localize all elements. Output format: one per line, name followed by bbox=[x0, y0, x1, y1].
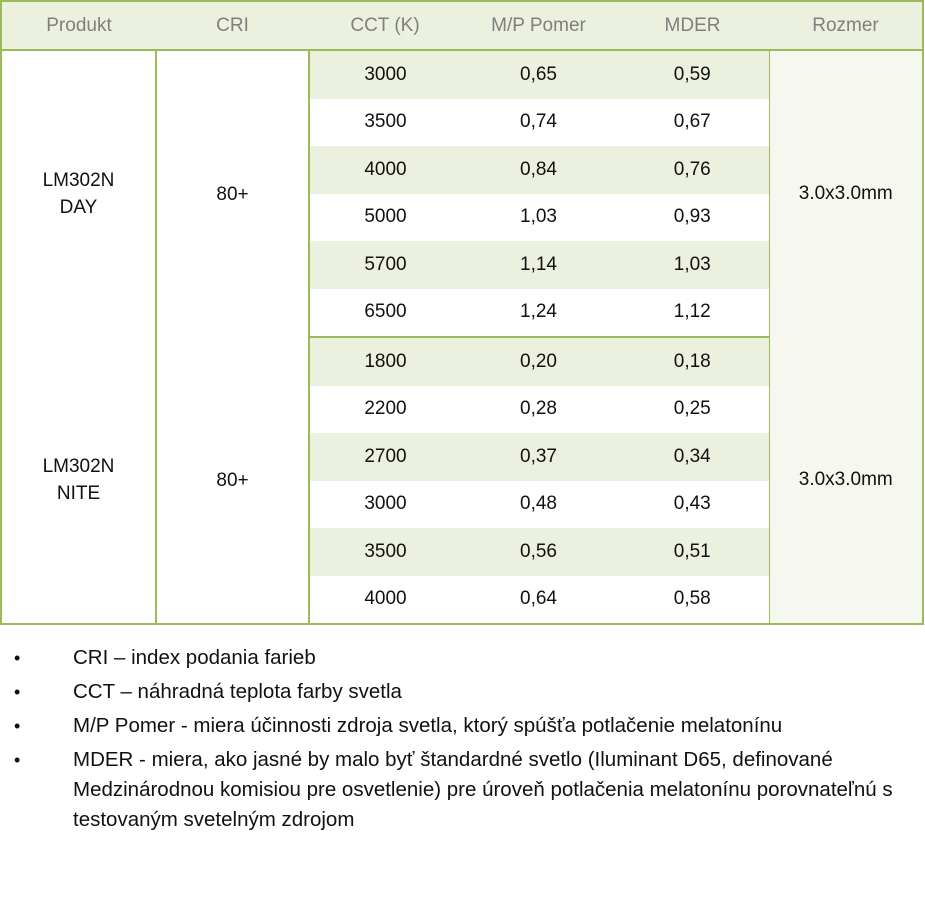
bullet-icon: • bbox=[14, 682, 21, 702]
bullet-icon: • bbox=[14, 750, 21, 770]
header-cri: CRI bbox=[156, 1, 309, 50]
bullet-icon: • bbox=[14, 648, 21, 668]
product-name: LM302N bbox=[42, 456, 115, 477]
product-cell bbox=[1, 50, 156, 337]
list-item bbox=[0, 745, 925, 835]
header-cct: CCT (K) bbox=[309, 1, 461, 50]
cct-cell: 3000 bbox=[309, 481, 461, 529]
mder-cell: 0,67 bbox=[616, 99, 769, 147]
cct-cell: 5700 bbox=[309, 241, 461, 289]
cct-cell: 3500 bbox=[309, 528, 461, 576]
mp-cell: 0,56 bbox=[461, 528, 616, 576]
header-mder: MDER bbox=[616, 1, 769, 50]
cct-cell: 6500 bbox=[309, 289, 461, 338]
mder-cell: 1,03 bbox=[616, 241, 769, 289]
table-row bbox=[1, 50, 923, 99]
mder-cell: 0,93 bbox=[616, 194, 769, 242]
size-cell: 3.0x3.0mm bbox=[769, 337, 923, 624]
cct-cell: 3500 bbox=[309, 99, 461, 147]
legend-notes bbox=[0, 643, 925, 839]
cct-cell: 2200 bbox=[309, 386, 461, 434]
cri-cell: 80+ bbox=[156, 337, 309, 624]
note-text: CCT – náhradná teplota farby svetla bbox=[73, 680, 402, 703]
list-item bbox=[0, 677, 925, 707]
cct-cell: 4000 bbox=[309, 576, 461, 625]
mp-cell: 0,37 bbox=[461, 433, 616, 481]
product-cell bbox=[1, 337, 156, 624]
mder-cell: 0,25 bbox=[616, 386, 769, 434]
mder-cell: 0,43 bbox=[616, 481, 769, 529]
mder-cell: 1,12 bbox=[616, 289, 769, 338]
mp-cell: 0,74 bbox=[461, 99, 616, 147]
list-item bbox=[0, 711, 925, 741]
cri-cell: 80+ bbox=[156, 50, 309, 337]
size-cell: 3.0x3.0mm bbox=[769, 50, 923, 337]
product-name: LM302N bbox=[42, 170, 115, 191]
mder-cell: 0,51 bbox=[616, 528, 769, 576]
mp-cell: 1,24 bbox=[461, 289, 616, 338]
mp-cell: 1,14 bbox=[461, 241, 616, 289]
note-text: CRI – index podania farieb bbox=[73, 646, 316, 669]
product-variant: NITE bbox=[56, 483, 101, 504]
mder-cell: 0,34 bbox=[616, 433, 769, 481]
mp-cell: 0,28 bbox=[461, 386, 616, 434]
header-mp-pomer: M/P Pomer bbox=[461, 1, 616, 50]
product-variant: DAY bbox=[59, 197, 98, 218]
note-text: M/P Pomer - miera účinnosti zdroja svetla, ktorý spúšťa potlačenie melatonínu bbox=[73, 714, 783, 737]
list-item bbox=[0, 643, 925, 673]
note-text: MDER - miera, ako jasné by malo byť štandardné svetlo (Iluminant D65, definované Medzinárodnou komisiou pre osvetlenie) pre úroveň potlačenia melatonínu porovnateľnú s testovaným svetelným zdrojom bbox=[73, 748, 893, 831]
mder-cell: 0,18 bbox=[616, 337, 769, 386]
mp-cell: 0,65 bbox=[461, 50, 616, 99]
mder-cell: 0,76 bbox=[616, 146, 769, 194]
cct-cell: 5000 bbox=[309, 194, 461, 242]
cct-cell: 1800 bbox=[309, 337, 461, 386]
mder-cell: 0,58 bbox=[616, 576, 769, 625]
mp-cell: 0,20 bbox=[461, 337, 616, 386]
table-header-row bbox=[1, 1, 923, 50]
mp-cell: 1,03 bbox=[461, 194, 616, 242]
header-rozmer: Rozmer bbox=[769, 1, 923, 50]
cct-cell: 2700 bbox=[309, 433, 461, 481]
table-row bbox=[1, 337, 923, 386]
bullet-icon: • bbox=[14, 716, 21, 736]
cct-cell: 3000 bbox=[309, 50, 461, 99]
mp-cell: 0,64 bbox=[461, 576, 616, 625]
header-produkt: Produkt bbox=[1, 1, 156, 50]
mp-cell: 0,48 bbox=[461, 481, 616, 529]
mder-cell: 0,59 bbox=[616, 50, 769, 99]
mp-cell: 0,84 bbox=[461, 146, 616, 194]
cct-cell: 4000 bbox=[309, 146, 461, 194]
